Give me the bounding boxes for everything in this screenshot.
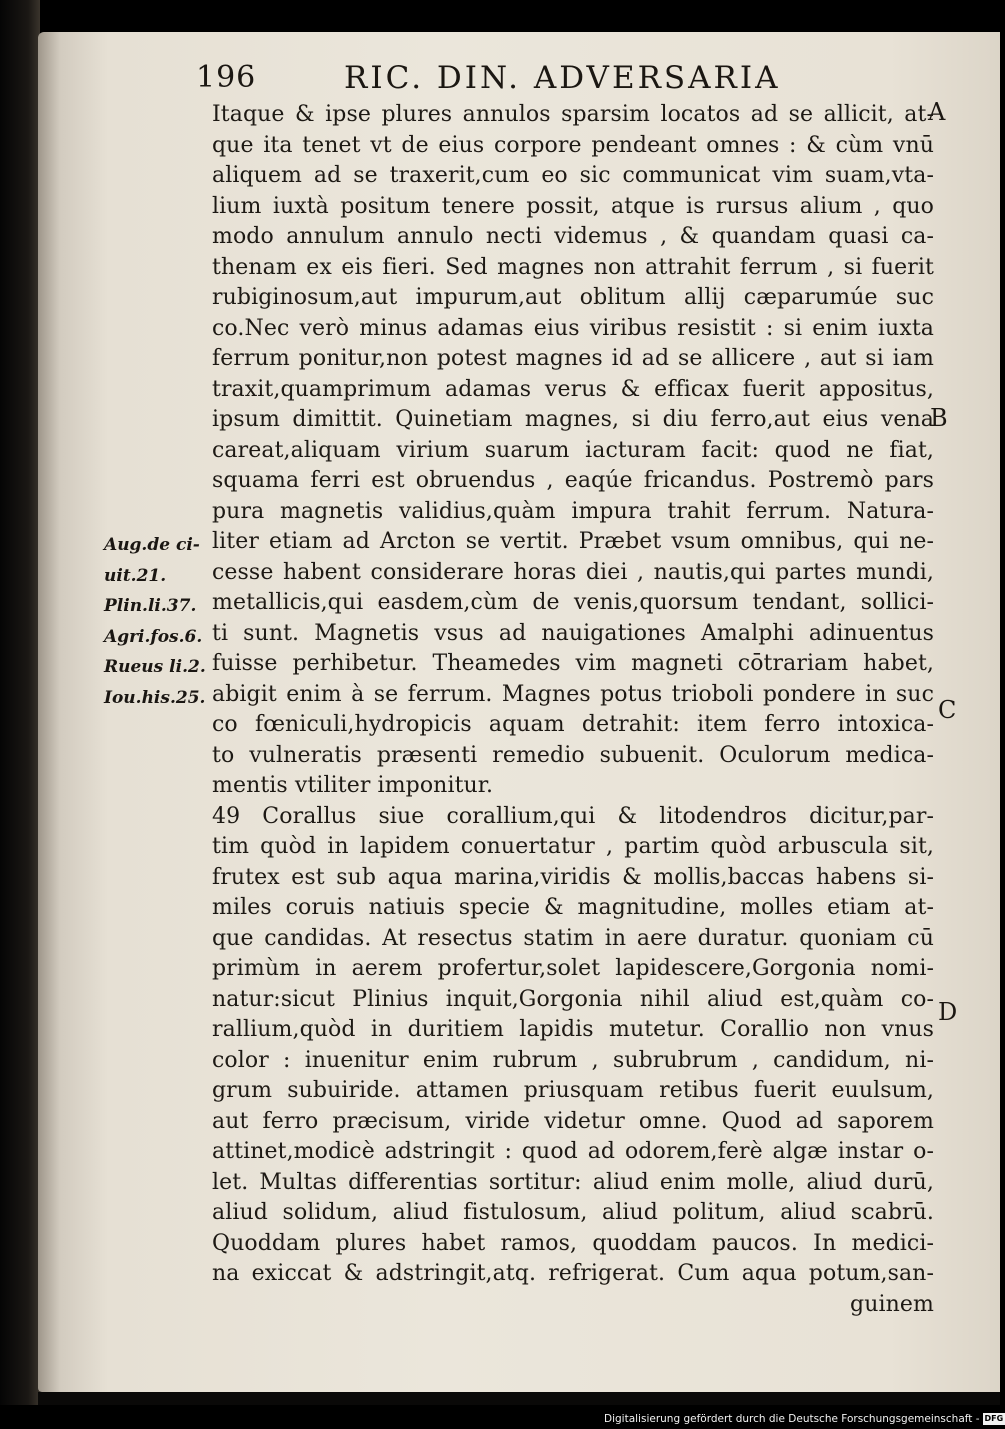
margin-note: Agri.fos.6. <box>104 626 203 647</box>
margin-note: Iou.his.25. <box>104 687 206 708</box>
margin-note: Plin.li.37. <box>104 596 197 616</box>
text-line: mentis vtiliter imponitur. <box>212 773 494 798</box>
text-line: fuisse perhibetur. Theamedes vim magneti cōtrariam habet, <box>212 651 934 676</box>
text-line: co.Nec verò minus adamas eius viribus resistit : si enim iuxta <box>212 315 934 341</box>
text-line: cesse habent considerare horas diei , nautis,qui partes mundi, <box>212 559 934 585</box>
text-line: abigit enim à se ferrum. Magnes potus trioboli pondere in suc <box>212 681 934 707</box>
body-text <box>212 100 934 1320</box>
text-line: thenam ex eis fieri. Sed magnes non attrahit ferrum , si fuerit <box>212 254 934 280</box>
footer-text: Digitalisierung gefördert durch die Deutsche Forschungsgemeinschaft - <box>604 1413 980 1425</box>
text-line: ferrum ponitur,non potest magnes id ad se allicere , aut si iam <box>212 346 934 371</box>
text-line: color : inuenitur enim rubrum , subrubrum , candidum, ni- <box>212 1047 934 1073</box>
text-line: co fœniculi,hydropicis aquam detrahit: item ferro intoxica- <box>212 712 934 737</box>
text-line: que candidas. At resectus statim in aere duratur. quoniam cū <box>212 925 934 951</box>
text-line: careat,aliquam virium suarum iacturam facit: quod ne fiat, <box>212 437 934 463</box>
text-line: frutex est sub aqua marina,viridis & mollis,baccas habens si- <box>212 864 934 890</box>
text-line: lium iuxtà positum tenere possit, atque is rursus alium , quo <box>212 193 934 219</box>
text-line: let. Multas differentias sortitur: aliud enim molle, aliud durū, <box>212 1169 934 1195</box>
running-head: RIC. DIN. ADVERSARIA <box>344 60 781 96</box>
text-line: tim quòd in lapidem conuertatur , partim quòd arbuscula sit, <box>212 834 934 859</box>
margin-note: uit.21. <box>104 565 167 586</box>
text-line: miles coruis natiuis specie & magnitudine, molles etiam at- <box>212 895 934 920</box>
text-line: ti sunt. Magnetis vsus ad nauigationes Amalphi adinuentus <box>212 620 934 646</box>
text-line: na exiccat & adstringit,atq. refrigerat. Cum aqua potum,san- <box>212 1261 934 1286</box>
section-letter-b: B <box>930 404 948 432</box>
margin-notes <box>104 530 214 713</box>
section-letter-a: A <box>928 98 946 126</box>
margin-note: Rueus li.2. <box>104 657 206 677</box>
text-line: squama ferri est obruendus , eaqúe fricandus. Postremò pars <box>212 468 934 493</box>
dfg-logo-text: DFG <box>984 1414 1004 1423</box>
margin-note: Aug.de ci- <box>104 535 200 555</box>
page-number: 196 <box>196 60 257 95</box>
text-line: aliud solidum, aliud fistulosum, aliud politum, aliud scabrū. <box>212 1200 934 1225</box>
text-line: aliquem ad se traxerit,cum eo sic communicat vim suam,vta- <box>212 163 934 188</box>
text-line: rallium,quòd in duritiem lapidis mutetur. Corallio non vnus <box>212 1017 934 1042</box>
page-header <box>196 60 836 100</box>
text-line: modo annulum annulo necti videmus , & quandam quasi ca- <box>212 224 934 249</box>
text-line: natur:sicut Plinius inquit,Gorgonia nihil aliud est,quàm co- <box>212 986 934 1012</box>
book-spine-shadow <box>0 0 40 1405</box>
text-line: grum subuiride. attamen priusquam retibus fuerit euulsum, <box>212 1078 934 1103</box>
page-bottom-edge <box>38 1392 1000 1405</box>
text-line: rubiginosum,aut impurum,aut oblitum allij cæparumúe suc <box>212 285 934 310</box>
text-line: Quoddam plures habet ramos, quoddam paucos. In medici- <box>212 1230 934 1256</box>
text-line: Itaque & ipse plures annulos sparsim locatos ad se allicit, at- <box>212 102 934 127</box>
text-line: guinem <box>850 1291 934 1317</box>
text-line: traxit,quamprimum adamas verus & efficax fuerit appositus, <box>212 376 934 402</box>
text-line: aut ferro præcisum, viride videtur omne. Quod ad saporem <box>212 1108 934 1134</box>
section-letter-d: D <box>938 998 958 1026</box>
text-line: metallicis,qui easdem,cùm de venis,quorsum tendant, sollici- <box>212 590 934 615</box>
text-line: ipsum dimittit. Quinetiam magnes, si diu ferro,aut eius vena <box>212 407 934 432</box>
section-letter-c: C <box>938 696 957 724</box>
dfg-logo-icon <box>983 1413 1005 1425</box>
text-line: que ita tenet vt de eius corpore pendeant omnes : & cùm vnū <box>212 132 934 158</box>
text-line: to vulneratis præsenti remedio subuenit. Oculorum medica- <box>212 742 934 768</box>
text-line: primùm in aerem profertur,solet lapidescere,Gorgonia nomi- <box>212 956 934 981</box>
digitization-footer <box>604 1410 1005 1428</box>
text-line: 49 Corallus siue corallium,qui & litodendros dicitur,par- <box>212 803 934 829</box>
text-line: liter etiam ad Arcton se vertit. Præbet vsum omnibus, qui ne- <box>212 529 934 554</box>
text-line: pura magnetis validius,quàm impura trahit ferrum. Natura- <box>212 498 934 524</box>
text-line: attinet,modicè adstringit : quod ad odorem,ferè algæ instar o- <box>212 1139 934 1164</box>
